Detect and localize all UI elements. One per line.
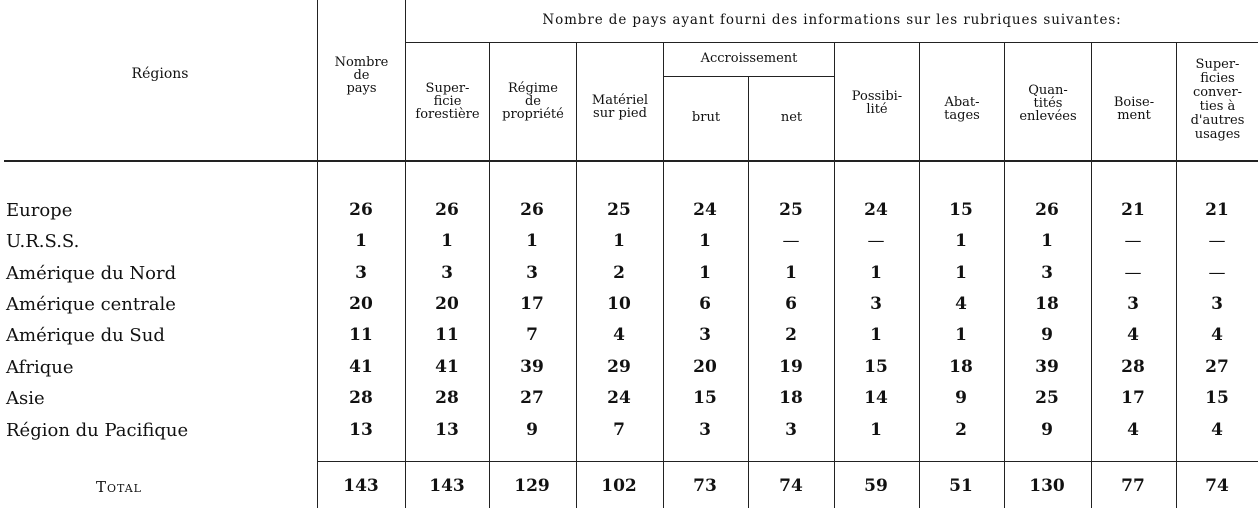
table-cell: 1 [699, 231, 711, 251]
table-cell: 7 [613, 420, 625, 440]
header-line: Super- [1195, 57, 1240, 72]
table-cell: — [1124, 263, 1142, 283]
table-cell: 9 [1041, 325, 1053, 345]
table-cell: 26 [349, 200, 373, 220]
table-cell: 3 [785, 420, 797, 440]
table-cell: 3 [1041, 263, 1053, 283]
table-cell: 24 [864, 200, 888, 220]
table-cell: 4 [1211, 420, 1223, 440]
table-cell: 17 [1121, 388, 1145, 408]
header-line: ties à [1199, 99, 1236, 114]
total-cell: 74 [779, 476, 803, 496]
table-cell: 4 [1127, 325, 1139, 345]
table-cell: 9 [526, 420, 538, 440]
col-rule [748, 76, 749, 508]
table-cell: 2 [955, 420, 967, 440]
table-cell: 6 [785, 294, 797, 314]
total-cell: 51 [949, 476, 973, 496]
table-cell: 15 [693, 388, 717, 408]
header-line: d'autres [1190, 113, 1245, 128]
header-line: Possibi- [851, 89, 903, 104]
header-line: usages [1194, 127, 1241, 142]
abattages-header [920, 96, 1004, 122]
total-cell: 129 [514, 476, 550, 496]
table-cell: 24 [693, 200, 717, 220]
table-cell: 3 [1211, 294, 1223, 314]
table-cell: — [782, 231, 800, 251]
region-label: Amérique centrale [6, 294, 176, 315]
total-cell: 73 [693, 476, 717, 496]
table-cell: 3 [1127, 294, 1139, 314]
table-cell: 24 [607, 388, 631, 408]
accroissement-rule [663, 76, 834, 77]
region-label: Asie [6, 388, 45, 409]
region-label: Europe [6, 200, 73, 221]
header-line: Abat- [944, 95, 980, 110]
table-cell: 11 [435, 325, 459, 345]
table-cell: 1 [870, 420, 882, 440]
table-cell: 29 [607, 357, 631, 377]
total-cell: 102 [601, 476, 637, 496]
header-line: propriété [502, 107, 564, 122]
table-cell: 10 [607, 294, 631, 314]
table-cell: — [1208, 263, 1226, 283]
header-line: ficies [1200, 71, 1235, 86]
region-label: U.R.S.S. [6, 231, 80, 252]
table-cell: 26 [520, 200, 544, 220]
header-line: Boise- [1113, 95, 1155, 110]
table-cell: 25 [779, 200, 803, 220]
table-cell: 1 [870, 325, 882, 345]
table-cell: 1 [955, 325, 967, 345]
table-cell: 6 [699, 294, 711, 314]
table-cell: 41 [435, 357, 459, 377]
table-cell: 3 [699, 325, 711, 345]
table-cell: 3 [699, 420, 711, 440]
table-cell: 41 [349, 357, 373, 377]
total-cell: 59 [864, 476, 888, 496]
table-cell: 3 [870, 294, 882, 314]
header-line: forestière [415, 107, 480, 122]
header-line: ment [1117, 108, 1151, 123]
table-cell: 3 [355, 263, 367, 283]
net-header: net [780, 110, 803, 125]
header-line: conver- [1192, 85, 1243, 100]
table-cell: 13 [349, 420, 373, 440]
table-cell: — [1208, 231, 1226, 251]
header-line: Nombre [334, 55, 389, 70]
table-cell: 25 [607, 200, 631, 220]
table-cell: 1 [785, 263, 797, 283]
table-cell: 18 [949, 357, 973, 377]
group-title: Nombre de pays ayant fourni des informations sur les rubriques suivantes: [542, 12, 1122, 28]
table-cell: 3 [526, 263, 538, 283]
table-cell: 13 [435, 420, 459, 440]
table-cell: 9 [1041, 420, 1053, 440]
quantites-header [1005, 84, 1091, 123]
total-cell: 130 [1029, 476, 1065, 496]
region-label: Région du Pacifique [6, 420, 189, 441]
total-cell: 143 [343, 476, 379, 496]
header-line: Super- [425, 81, 470, 96]
table-cell: 21 [1121, 200, 1145, 220]
table-cell: 1 [955, 231, 967, 251]
table-cell: 2 [785, 325, 797, 345]
table-cell: 15 [1205, 388, 1229, 408]
table-cell: 17 [520, 294, 544, 314]
table-cell: 26 [435, 200, 459, 220]
materiel-header [577, 94, 663, 120]
table-cell: 11 [349, 325, 373, 345]
accroissement-header: Accroissement [700, 51, 798, 66]
table-cell: 27 [1205, 357, 1229, 377]
header-bottom-rule [4, 160, 1258, 162]
table-cell: 21 [1205, 200, 1229, 220]
table-cell: — [1124, 231, 1142, 251]
boisement-header [1092, 96, 1176, 122]
header-line: ficie [433, 94, 462, 109]
header-line: enlevées [1019, 109, 1077, 124]
table-cell: 4 [1127, 420, 1139, 440]
regions-header: Régions [131, 66, 189, 82]
total-cell: 77 [1121, 476, 1145, 496]
table-cell: 28 [349, 388, 373, 408]
table-cell: 27 [520, 388, 544, 408]
region-label: Afrique [6, 357, 74, 378]
table-cell: 1 [526, 231, 538, 251]
superficies-conv-header [1177, 58, 1258, 142]
header-line: de [524, 94, 541, 109]
table-cell: 1 [1041, 231, 1053, 251]
header-line: lité [866, 102, 888, 117]
col-rule [405, 0, 406, 508]
table-cell: 4 [613, 325, 625, 345]
total-cell: 143 [429, 476, 465, 496]
header-line: Matériel [591, 93, 649, 108]
table-cell: 20 [435, 294, 459, 314]
table-cell: 39 [1035, 357, 1059, 377]
table-cell: 20 [693, 357, 717, 377]
table-cell: 7 [526, 325, 538, 345]
table-cell: 14 [864, 388, 888, 408]
table-cell: 4 [1211, 325, 1223, 345]
header-line: Quan- [1028, 83, 1068, 98]
header-line: tages [944, 108, 980, 123]
region-label: Amérique du Sud [6, 325, 165, 346]
table-cell: 26 [1035, 200, 1059, 220]
superficie-header [406, 82, 489, 121]
table-cell: 1 [955, 263, 967, 283]
table-cell: 19 [779, 357, 803, 377]
table-cell: — [867, 231, 885, 251]
table-cell: 3 [441, 263, 453, 283]
brut-header: brut [691, 110, 721, 125]
header-line: Régime [508, 81, 558, 96]
table-cell: 9 [955, 388, 967, 408]
table-cell: 1 [613, 231, 625, 251]
table-cell: 25 [1035, 388, 1059, 408]
table-cell: 20 [349, 294, 373, 314]
nombre-pays-header [318, 56, 405, 95]
table-cell: 18 [1035, 294, 1059, 314]
table-cell: 1 [699, 263, 711, 283]
table-cell: 28 [1121, 357, 1145, 377]
total-cell: 74 [1205, 476, 1229, 496]
header-line: pays [346, 81, 377, 96]
regime-header [490, 82, 576, 121]
header-line: de [353, 68, 370, 83]
header-line: tités [1033, 96, 1063, 111]
table-cell: 1 [355, 231, 367, 251]
table-cell: 39 [520, 357, 544, 377]
table-cell: 2 [613, 263, 625, 283]
table-cell: 15 [864, 357, 888, 377]
possibilite-header [835, 90, 919, 116]
header-line: sur pied [593, 106, 647, 121]
table-cell: 28 [435, 388, 459, 408]
table-cell: 18 [779, 388, 803, 408]
table-cell: 4 [955, 294, 967, 314]
total-label: Total [95, 478, 142, 496]
region-label: Amérique du Nord [6, 263, 177, 284]
total-rule [317, 461, 1258, 462]
subheader-rule [405, 42, 1258, 43]
table-cell: 15 [949, 200, 973, 220]
table-cell: 1 [870, 263, 882, 283]
table-cell: 1 [441, 231, 453, 251]
